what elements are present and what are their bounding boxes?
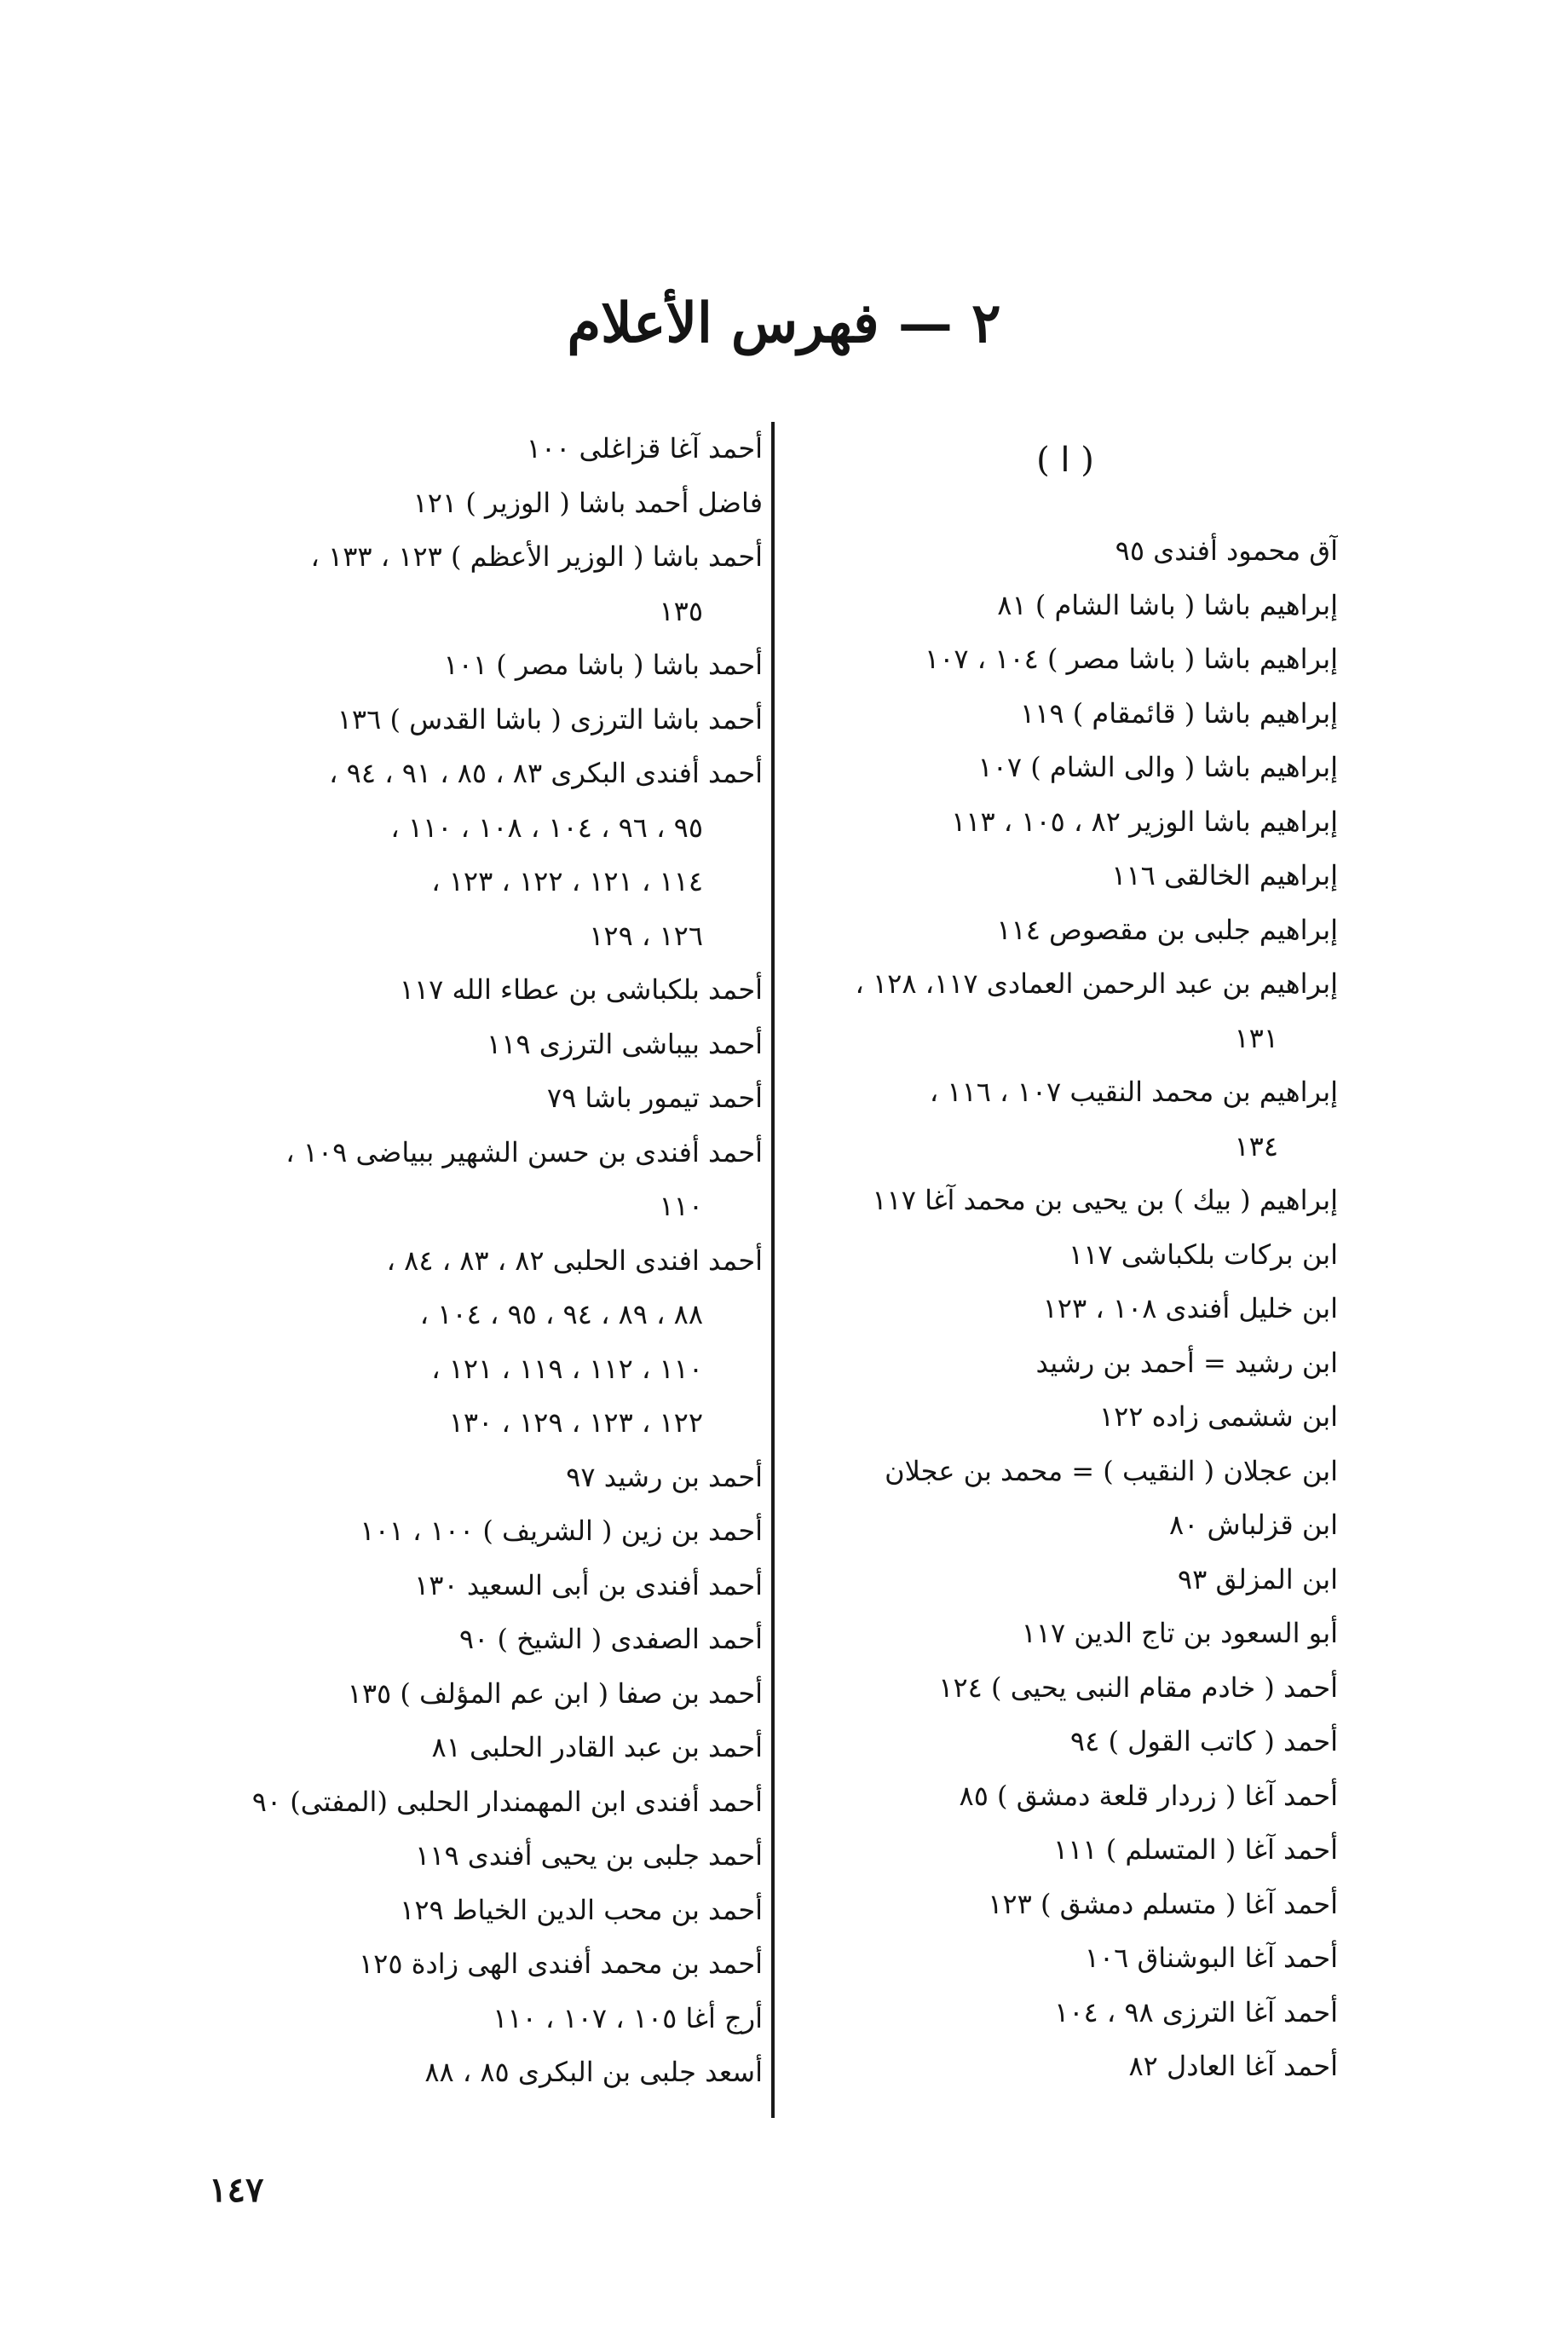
index-entry: إبراهيم باشا ( قائمقام ) ١١٩	[1020, 696, 1338, 730]
index-entry: أحمد بن رشيد ٩٧	[566, 1460, 763, 1493]
index-entry-continuation: ١١٠ ، ١١٢ ، ١١٩ ، ١٢١ ،	[431, 1352, 703, 1385]
index-entry: أحمد الصفدى ( الشيخ ) ٩٠	[458, 1623, 763, 1655]
index-entry: أحمد بن محب الدين الخياط ١٢٩	[400, 1893, 763, 1926]
index-entry: أرج أغا ١٠٥ ، ١٠٧ ، ١١٠	[493, 2001, 763, 2034]
index-entry: إبراهيم ( بيك ) بن يحيى بن محمد آغا ١١٧	[872, 1184, 1338, 1216]
index-entry: أحمد آغا العادل ٨٢	[1128, 2050, 1338, 2082]
index-entry: أحمد بن محمد أفندى الهى زادة ١٢٥	[358, 1947, 763, 1980]
index-entry: ابن ششمى زاده ١٢٢	[1098, 1400, 1338, 1433]
index-entry: أسعد جلبى بن البكرى ٨٥ ، ٨٨	[424, 2056, 763, 2088]
index-entry: إبراهيم جلبى بن مقصوص ١١٤	[996, 913, 1338, 946]
index-column-right	[793, 435, 1338, 2094]
index-entry-continuation: ١٣٥	[659, 594, 703, 627]
index-entry-continuation: ٨٨ ، ٨٩ ، ٩٤ ، ٩٥ ، ١٠٤ ،	[419, 1298, 703, 1330]
index-entry: ابن عجلان ( النقيب ) = محمد بن عجلان	[885, 1454, 1338, 1487]
index-entry: أحمد تيمور باشا ٧٩	[546, 1082, 763, 1114]
index-entry: إبراهيم باشا ( باشا مصر ) ١٠٤ ، ١٠٧	[925, 643, 1338, 675]
index-entry: ابن بركات بلكباشى ١١٧	[1069, 1238, 1338, 1271]
index-entry: إبراهيم بن عبد الرحمن العمادى ١١٧، ١٢٨ ،	[855, 967, 1338, 1000]
page-number: ١٤٧	[209, 2170, 264, 2210]
column-divider	[771, 422, 775, 2118]
index-entry: أحمد آغا ( متسلم دمشق ) ١٢٣	[988, 1887, 1338, 1920]
index-entry: إبراهيم الخالقى ١١٦	[1111, 859, 1338, 891]
section-letter: ( ا )	[1036, 441, 1094, 480]
index-entry: إبراهيم بن محمد النقيب ١٠٧ ، ١١٦ ،	[929, 1076, 1338, 1108]
index-entry-continuation: ١١٠	[659, 1190, 703, 1222]
index-entry: أحمد بن عبد القادر الحلبى ٨١	[431, 1731, 763, 1763]
index-column-left	[200, 422, 763, 2100]
index-entry: أحمد جلبى بن يحيى أفندى ١١٩	[415, 1839, 763, 1872]
index-entry: آق محمود أفندى ٩٥	[1115, 534, 1338, 567]
index-entry: ابن المزلق ٩٣	[1177, 1562, 1338, 1595]
index-entry: أحمد افندى الحلبى ٨٢ ، ٨٣ ، ٨٤ ،	[386, 1243, 763, 1277]
index-entry-continuation: ١٣١	[1234, 1021, 1278, 1054]
index-entry: أحمد آغا ( زردار قلعة دمشق ) ٨٥	[959, 1779, 1338, 1812]
page-title: ٢ — فهرس الأعلام	[567, 291, 1001, 355]
index-entry: أحمد ( كاتب القول ) ٩٤	[1069, 1725, 1338, 1757]
index-entry: أحمد بيباشى الترزى ١١٩	[487, 1027, 763, 1060]
index-entry: أبو السعود بن تاج الدين ١١٧	[1021, 1617, 1338, 1649]
index-entry: ابن خليل أفندى ١٠٨ ، ١٢٣	[1042, 1292, 1338, 1324]
index-entry: أحمد باشا ( الوزير الأعظم ) ١٢٣ ، ١٣٣ ،	[310, 540, 763, 573]
index-entry: أحمد أفندى بن أبى السعيد ١٣٠	[414, 1568, 763, 1601]
index-entry: أحمد باشا ( باشا مصر ) ١٠١	[443, 649, 763, 681]
index-entry: أحمد ( خادم مقام النبى يحيى ) ١٢٤	[938, 1670, 1338, 1704]
index-entry: أحمد آغا البوشناق ١٠٦	[1084, 1942, 1338, 1974]
index-entry: إبراهيم باشا ( باشا الشام ) ٨١	[997, 588, 1338, 621]
index-entry: ابن قزلباش ٨٠	[1168, 1509, 1338, 1541]
index-entry: إبراهيم باشا الوزير ٨٢ ، ١٠٥ ، ١١٣	[951, 805, 1338, 838]
index-entry: أحمد أفندى البكرى ٨٣ ، ٨٥ ، ٩١ ، ٩٤ ،	[329, 757, 763, 789]
index-entry: أحمد آغا قزاغلى ١٠٠	[526, 432, 763, 464]
index-entry: أحمد بن صفا ( ابن عم المؤلف ) ١٣٥	[347, 1676, 763, 1710]
index-entry-continuation: ٩٥ ، ٩٦ ، ١٠٤ ، ١٠٨ ، ١١٠ ،	[390, 811, 703, 844]
index-entry: أحمد آغا الترزى ٩٨ ، ١٠٤	[1054, 1995, 1338, 2028]
index-entry: أحمد بن زين ( الشريف ) ١٠٠ ، ١٠١	[360, 1515, 763, 1547]
index-entry: أحمد أفندى ابن المهمندار الحلبى (المفتى) ٩٠	[251, 1785, 763, 1818]
index-entry: إبراهيم باشا ( والى الشام ) ١٠٧	[977, 751, 1338, 783]
index-entry-continuation: ١٣٤	[1234, 1129, 1278, 1163]
index-entry-continuation: ١٢٢ ، ١٢٣ ، ١٢٩ ، ١٣٠	[448, 1406, 703, 1439]
index-entry-continuation: ١١٤ ، ١٢١ ، ١٢٢ ، ١٢٣ ،	[431, 865, 703, 897]
index-entry: أحمد آغا ( المتسلم ) ١١١	[1053, 1833, 1338, 1866]
right-entries-list	[793, 524, 1338, 2094]
left-entries-list	[200, 422, 763, 2100]
index-entry: ابن رشيد = أحمد بن رشيد	[1035, 1346, 1338, 1379]
index-entry: فاضل أحمد باشا ( الوزير ) ١٢١	[412, 486, 763, 519]
index-entry-continuation: ١٢٦ ، ١٢٩	[589, 919, 703, 952]
index-entry: أحمد بلكباشى بن عطاء الله ١١٧	[399, 973, 763, 1006]
index-entry: أحمد أفندى بن حسن الشهير ببياضى ١٠٩ ،	[285, 1135, 763, 1168]
index-entry: أحمد باشا الترزى ( باشا القدس ) ١٣٦	[337, 702, 763, 736]
